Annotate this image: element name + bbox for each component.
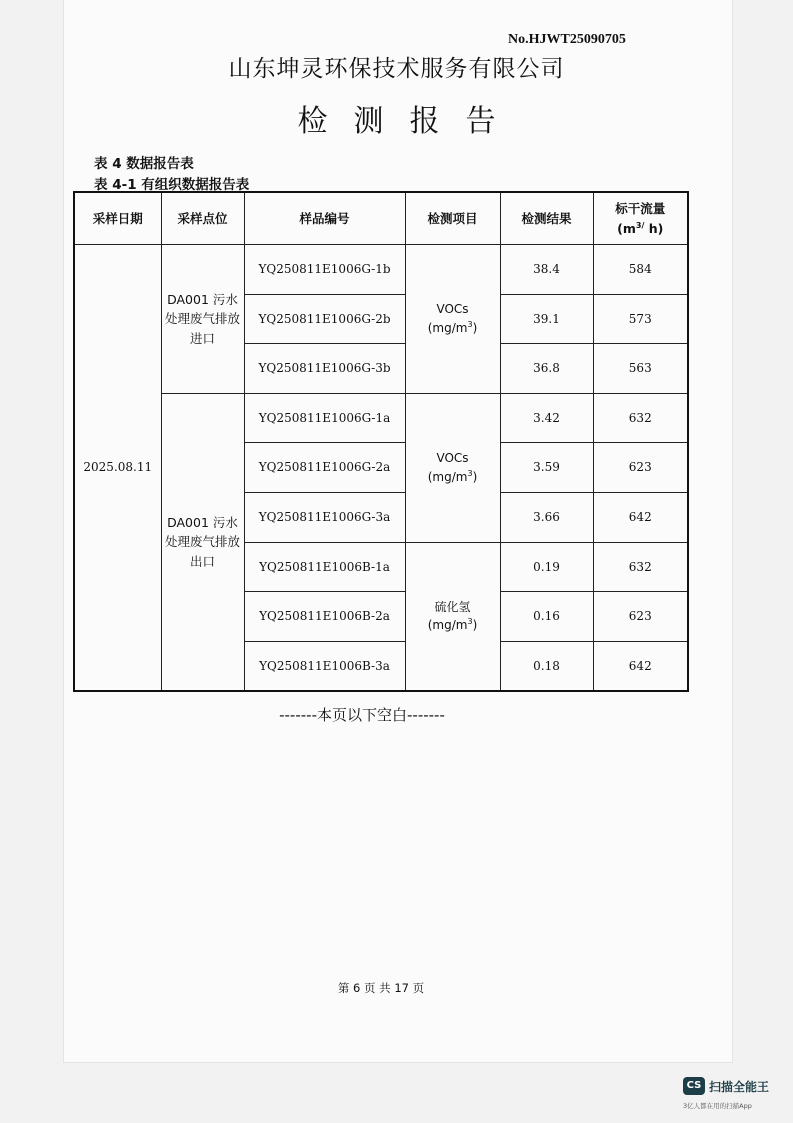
- sample-id: YQ250811E1006G-2a: [244, 443, 405, 493]
- header-flow-unit: ($m^{3/}$ h): [617, 220, 664, 236]
- header-sample-id: 样品编号: [244, 192, 405, 245]
- header-location: 采样点位: [161, 192, 244, 245]
- table-row: [74, 245, 688, 295]
- watermark-name: 扫描全能王: [709, 1080, 770, 1094]
- watermark-tagline: 3亿人都在用的扫描App: [683, 1102, 752, 1110]
- header-flow: [593, 192, 688, 245]
- header-flow-label: 标干流量: [615, 201, 666, 217]
- result-value: 38.4: [500, 245, 593, 295]
- page-footer: 第 6 页 共 17 页: [337, 981, 425, 995]
- flow-value: 584: [593, 245, 688, 295]
- header-date: 采样日期: [74, 192, 161, 245]
- data-report-table: [73, 191, 689, 692]
- blank-page-note: -------本页以下空白-------: [279, 706, 445, 724]
- table-header-row: [74, 192, 688, 245]
- result-value: 3.42: [500, 393, 593, 443]
- header-result: 检测结果: [500, 192, 593, 245]
- table-row: [74, 393, 688, 443]
- table-group-caption: 表 4 数据报告表: [94, 156, 194, 172]
- flow-value: 563: [593, 344, 688, 394]
- sample-id: YQ250811E1006G-3a: [244, 492, 405, 542]
- flow-value: 642: [593, 492, 688, 542]
- sample-id: YQ250811E1006G-3b: [244, 344, 405, 394]
- sample-id: YQ250811E1006B-3a: [244, 641, 405, 691]
- report-number: No.HJWT25090705: [508, 32, 626, 47]
- sampling-date: 2025.08.11: [74, 245, 161, 692]
- location-outlet: DA001 污水处理废气排放出口: [161, 393, 244, 691]
- flow-value: 623: [593, 592, 688, 642]
- flow-value: 632: [593, 542, 688, 592]
- result-value: 36.8: [500, 344, 593, 394]
- flow-value: 632: [593, 393, 688, 443]
- item-vocs-outlet: VOCs $(mg/m^3)$: [405, 393, 500, 542]
- table-caption: 表 4-1 有组织数据报告表: [94, 177, 250, 193]
- camscanner-logo-icon: CS: [683, 1077, 705, 1095]
- company-name: 山东坤灵环保技术服务有限公司: [228, 56, 565, 82]
- result-value: 3.59: [500, 443, 593, 493]
- location-inlet: DA001 污水处理废气排放进口: [161, 245, 244, 394]
- sample-id: YQ250811E1006B-2a: [244, 592, 405, 642]
- result-value: 0.16: [500, 592, 593, 642]
- item-vocs-inlet: VOCs $(mg/m^3)$: [405, 245, 500, 394]
- report-title: 检测报告: [297, 104, 522, 139]
- result-value: 0.18: [500, 641, 593, 691]
- header-item: 检测项目: [405, 192, 500, 245]
- item-h2s-outlet: 硫化氢 $(mg/m^3)$: [405, 542, 500, 691]
- flow-value: 642: [593, 641, 688, 691]
- scanner-watermark: [683, 1077, 783, 1117]
- sample-id: YQ250811E1006B-1a: [244, 542, 405, 592]
- result-value: 39.1: [500, 294, 593, 344]
- flow-value: 573: [593, 294, 688, 344]
- result-value: 3.66: [500, 492, 593, 542]
- flow-value: 623: [593, 443, 688, 493]
- sample-id: YQ250811E1006G-2b: [244, 294, 405, 344]
- result-value: 0.19: [500, 542, 593, 592]
- sample-id: YQ250811E1006G-1b: [244, 245, 405, 295]
- sample-id: YQ250811E1006G-1a: [244, 393, 405, 443]
